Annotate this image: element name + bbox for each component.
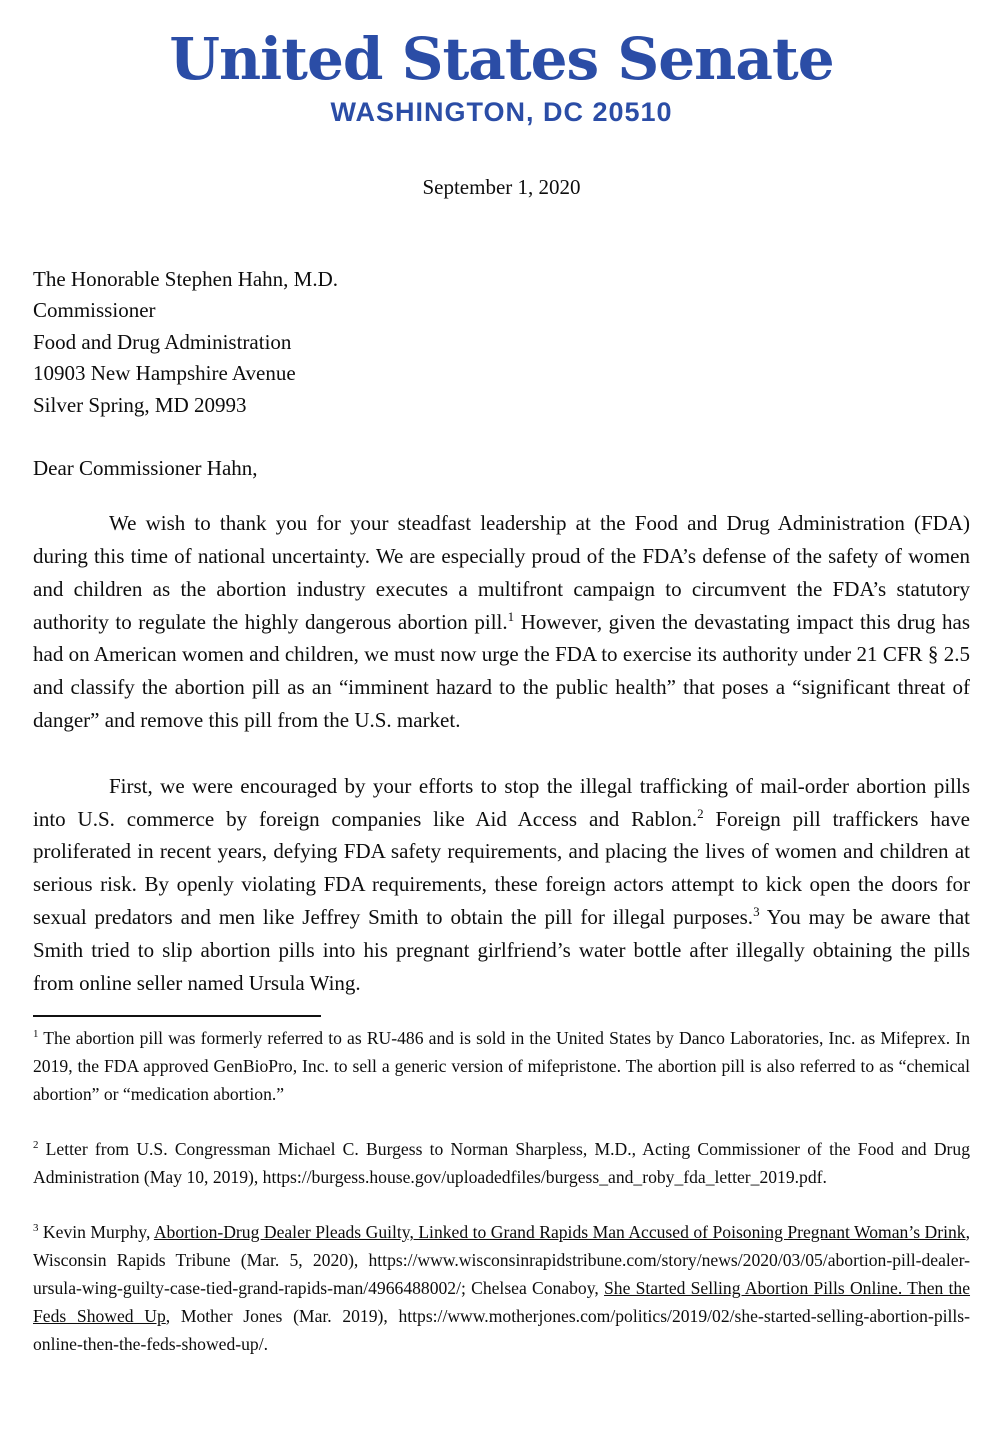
citation-title: She Started Selling Abortion Pills Online. Then the Feds Showed Up bbox=[33, 1278, 971, 1327]
body-paragraph-1 bbox=[33, 507, 970, 737]
citation-title: Abortion-Drug Dealer Pleads Guilty, Linked to Grand Rapids Man Accused of Poisoning Pregnant Woman’s Drink bbox=[153, 1222, 966, 1243]
recipient-line-title: Commissioner bbox=[33, 298, 156, 323]
footnote-ref: 2 bbox=[697, 805, 704, 821]
letterhead bbox=[33, 26, 970, 128]
footnote-ref: 1 bbox=[33, 1028, 39, 1041]
footnotes-section bbox=[33, 1024, 970, 1358]
text-run: We wish to thank you for your steadfast leadership at the Food and Drug Administration (FDA) during this time of national uncertainty. We are especially proud of the FDA’s defense of the safety of women and children as the abortion industry executes a multifront campaign to circumvent the FDA’s statutory authority to regulate the highly dangerous abortion pill. bbox=[33, 511, 970, 634]
footnote-2 bbox=[33, 1135, 970, 1191]
text-run: Kevin Murphy, bbox=[38, 1222, 154, 1243]
recipient-line-street: 10903 New Hampshire Avenue bbox=[33, 361, 296, 386]
footnote-3 bbox=[33, 1218, 970, 1358]
text-run: , Wisconsin Rapids Tribune (Mar. 5, 2020), https://www.wisconsinrapidstribune.com/story/news/2020/03/05/abortion-pill-dealer-ursula-wing-guilty-case-tied-grand-rapids-man/4966488002/; Chelsea Conaboy, bbox=[33, 1222, 970, 1299]
letterhead-address: WASHINGTON, DC 20510 bbox=[330, 96, 673, 127]
text-run: Foreign pill traffickers have proliferated in recent years, defying FDA safety requirements, and placing the lives of women and children at serious risk. By openly violating FDA requirements, these foreign actors attempt to kick open the doors for sexual predators and men like Jeffrey Smith to obtain the pill for illegal purposes. bbox=[33, 806, 970, 929]
footnote-ref: 2 bbox=[33, 1139, 39, 1152]
recipient-line-name: The Honorable Stephen Hahn, M.D. bbox=[33, 266, 339, 291]
text-run: However, given the devastating impact this drug has had on American women and children, we must now urge the FDA to exercise its authority under 21 CFR § 2.5 and classify the abortion pill as an “imminent hazard to the public health” that poses a “significant threat of danger” and remove this pill from the U.S. market. bbox=[33, 609, 971, 732]
letter-date: September 1, 2020 bbox=[422, 174, 581, 199]
text-run: , Mother Jones (Mar. 2019), https://www.motherjones.com/politics/2019/02/she-started-selling-abortion-pills-online-then-the-feds-showed-up/. bbox=[33, 1306, 971, 1355]
body-paragraph-2 bbox=[33, 770, 970, 1000]
text-run: First, we were encouraged by your efforts to stop the illegal trafficking of mail-order abortion pills into U.S. commerce by foreign companies like Aid Access and Rablon. bbox=[33, 773, 970, 831]
text-run: Letter from U.S. Congressman Michael C. Burgess to Norman Sharpless, M.D., Acting Commissioner of the Food and Drug Administration (May 10, 2019), https://burgess.house.gov/uploadedfiles/burgess_and_roby_fda_letter_2019.pdf. bbox=[33, 1139, 970, 1188]
recipient-block bbox=[33, 264, 970, 422]
salutation: Dear Commissioner Hahn, bbox=[33, 456, 258, 481]
letterhead-title: United States Senate bbox=[169, 25, 834, 93]
footnote-1 bbox=[33, 1024, 970, 1108]
footnote-ref: 1 bbox=[507, 608, 515, 624]
recipient-line-city: Silver Spring, MD 20993 bbox=[33, 392, 247, 417]
footnote-ref: 3 bbox=[753, 903, 760, 919]
text-run: The abortion pill was formerly referred to as RU-486 and is sold in the United States by Danco Laboratories, Inc. as Mifeprex. In 2019, the FDA approved GenBioPro, Inc. to sell a generic version of mifepristone. The abortion pill is also referred to as “chemical abortion” or “medication abortion.” bbox=[33, 1028, 970, 1105]
recipient-line-agency: Food and Drug Administration bbox=[33, 329, 292, 354]
footnote-ref: 3 bbox=[33, 1222, 39, 1235]
text-run: You may be aware that Smith tried to slip abortion pills into his pregnant girlfriend’s water bottle after illegally obtaining the pills from online seller named Ursula Wing. bbox=[33, 904, 971, 995]
footnote-divider bbox=[33, 1015, 321, 1017]
